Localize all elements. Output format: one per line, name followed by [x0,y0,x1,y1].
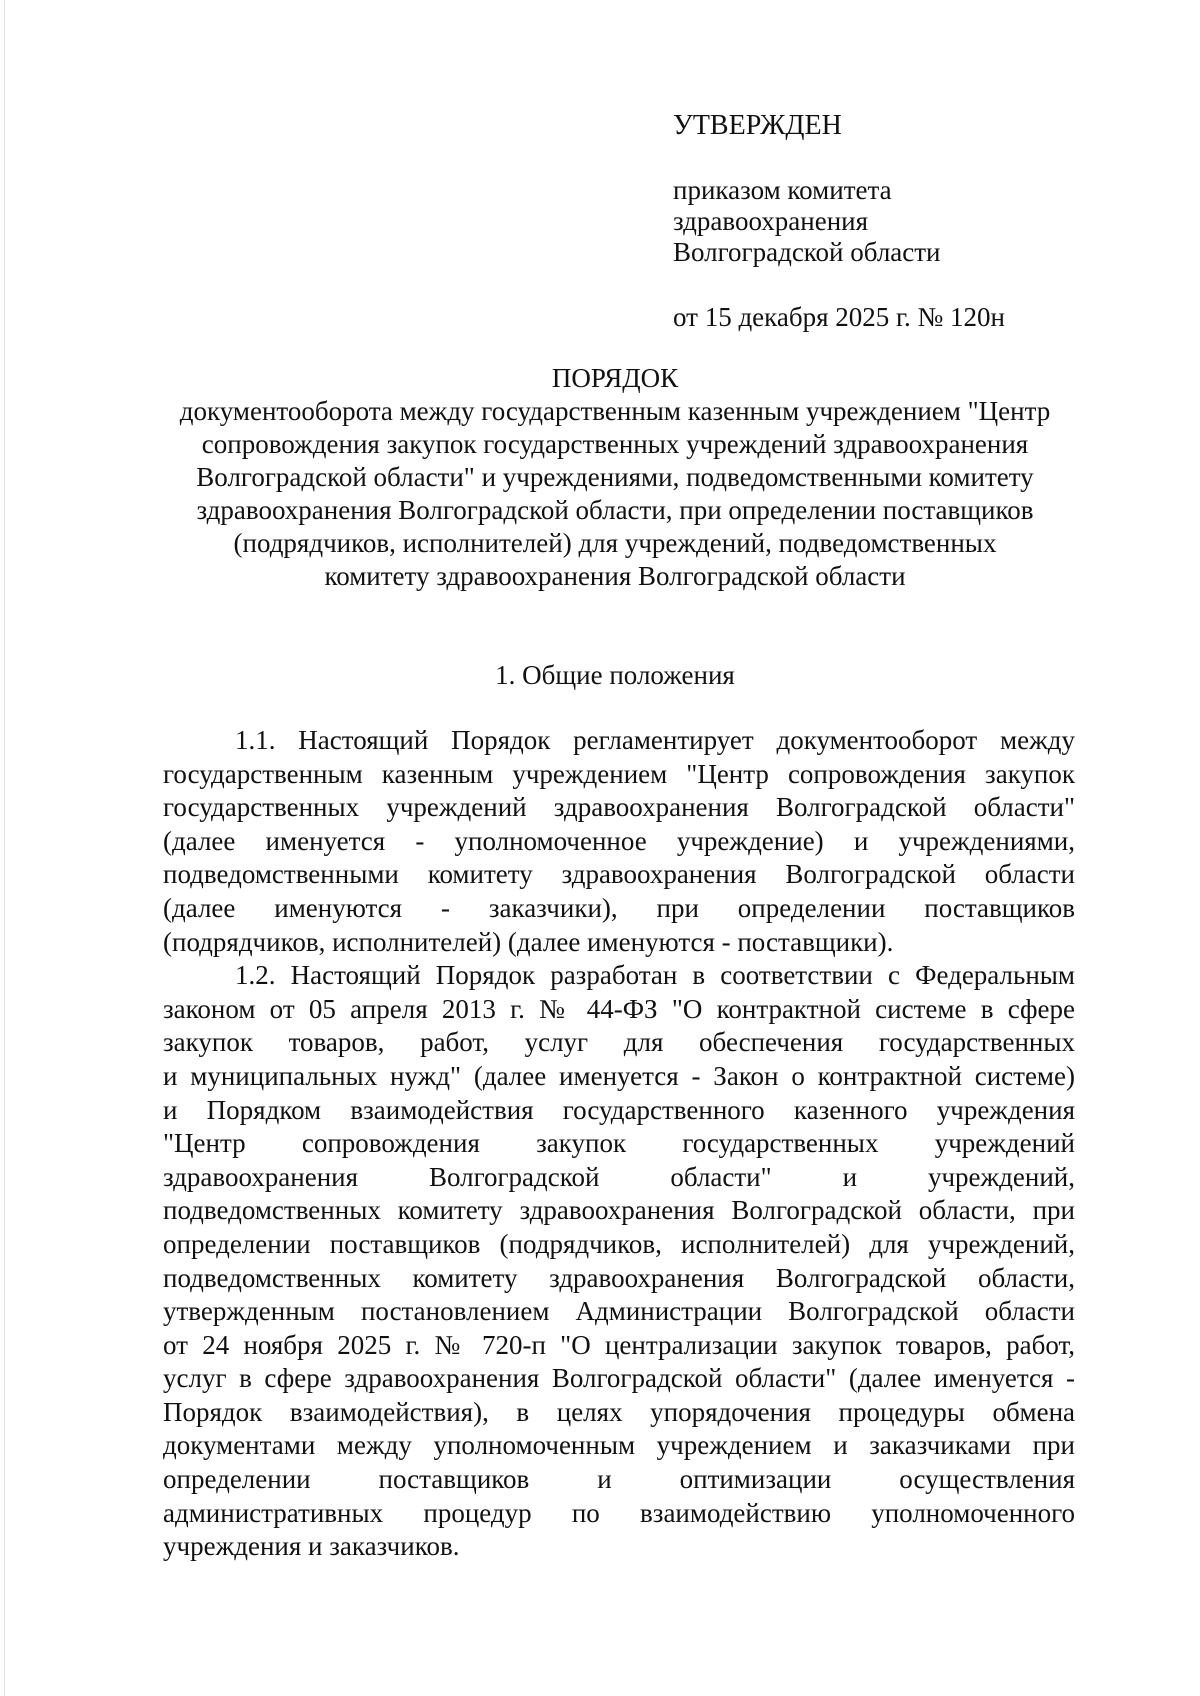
paragraph-line: здравоохранения Волгоградской области" и учреждений, [163,1161,1075,1192]
paragraph-line: (подрядчиков, исполнителей) (далее именуются - поставщики). [163,926,894,957]
paragraph-line: определении поставщиков (подрядчиков, исполнителей) для учреждений, [163,1228,1075,1259]
paragraph-1-2 [163,959,1075,1564]
paragraph-line: подведомственными комитету здравоохранения Волгоградской области [163,859,1075,890]
document-kind: ПОРЯДОК [551,363,679,393]
title-line: сопровождения закупок государственных учреждений здравоохранения [201,429,1029,459]
approval-order-line: здравоохранения [673,206,869,236]
paragraph-line: документами между уполномоченным учреждением и заказчиками при [163,1430,1075,1461]
scan-edge-line [4,0,5,1696]
paragraph-lines [163,724,1075,959]
approval-block [673,110,1093,333]
document-title [150,362,1080,593]
paragraph-line: 1.1. Настоящий Порядок регламентирует документооборот между [235,725,1075,755]
paragraph-line: услуг в сфере здравоохранения Волгоградской области" (далее именуется - [163,1363,1075,1394]
paragraph-lines [163,959,1075,1564]
title-line: документооборота между государственным казенным учреждением "Центр [179,396,1051,426]
title-line: Волгоградской области" и учреждениями, подведомственными комитету [196,462,1034,492]
paragraph-line: от 24 ноября 2025 г. № 720-п "О централизации закупок товаров, работ, [163,1329,1075,1360]
approval-order-date: от 15 декабря 2025 г. № 120н [673,302,1006,332]
paragraph-line: подведомственных комитету здравоохранения Волгоградской области, при [163,1195,1075,1226]
paragraph-line: утвержденным постановлением Администрации Волгоградской области [163,1296,1075,1327]
paragraph-line: государственным казенным учреждением "Центр сопровождения закупок [163,758,1075,789]
paragraph-line: и Порядком взаимодействия государственного казенного учреждения [163,1094,1075,1125]
paragraph-line: административных процедур по взаимодействию уполномоченного [163,1497,1075,1528]
paragraph-line: (далее именуется - уполномоченное учреждение) и учреждениями, [163,825,1075,856]
paragraph-line: законом от 05 апреля 2013 г. № 44-ФЗ "О контрактной системе в сфере [163,993,1075,1024]
title-line: здравоохранения Волгоградской области, при определении поставщиков [196,495,1034,525]
paragraph-line: государственных учреждений здравоохранения Волгоградской области" [163,792,1075,823]
paragraph-line: и муниципальных нужд" (далее именуется - Закон о контрактной системе) [163,1060,1075,1091]
paragraph-line: "Центр сопровождения закупок государственных учреждений [163,1128,1075,1159]
paragraph-line: подведомственных комитету здравоохранения Волгоградской области, [163,1262,1075,1293]
paragraph-line: Порядок взаимодействия), в целях упорядочения процедуры обмена [163,1396,1075,1427]
paragraph-line: учреждения и заказчиков. [163,1531,460,1562]
approval-order-line: приказом комитета [673,175,892,205]
document-body [163,724,1075,1564]
paragraph-line: (далее именуются - заказчики), при определении поставщиков [163,892,1075,923]
paragraph-line: 1.2. Настоящий Порядок разработан в соответствии с Федеральным [235,960,1075,991]
approved-label: УТВЕРЖДЕН [673,110,842,141]
approval-order-line: Волгоградской области [673,237,941,267]
title-line: (подрядчиков, исполнителей) для учреждений, подведомственных [233,528,997,558]
section-heading: 1. Общие положения [495,660,735,690]
paragraph-line: закупок товаров, работ, услуг для обеспечения государственных [163,1027,1075,1058]
paragraph-line: определении поставщиков и оптимизации осуществления [163,1464,1075,1495]
paragraph-1-1 [163,724,1075,959]
title-line: комитету здравоохранения Волгоградской области [324,561,906,591]
